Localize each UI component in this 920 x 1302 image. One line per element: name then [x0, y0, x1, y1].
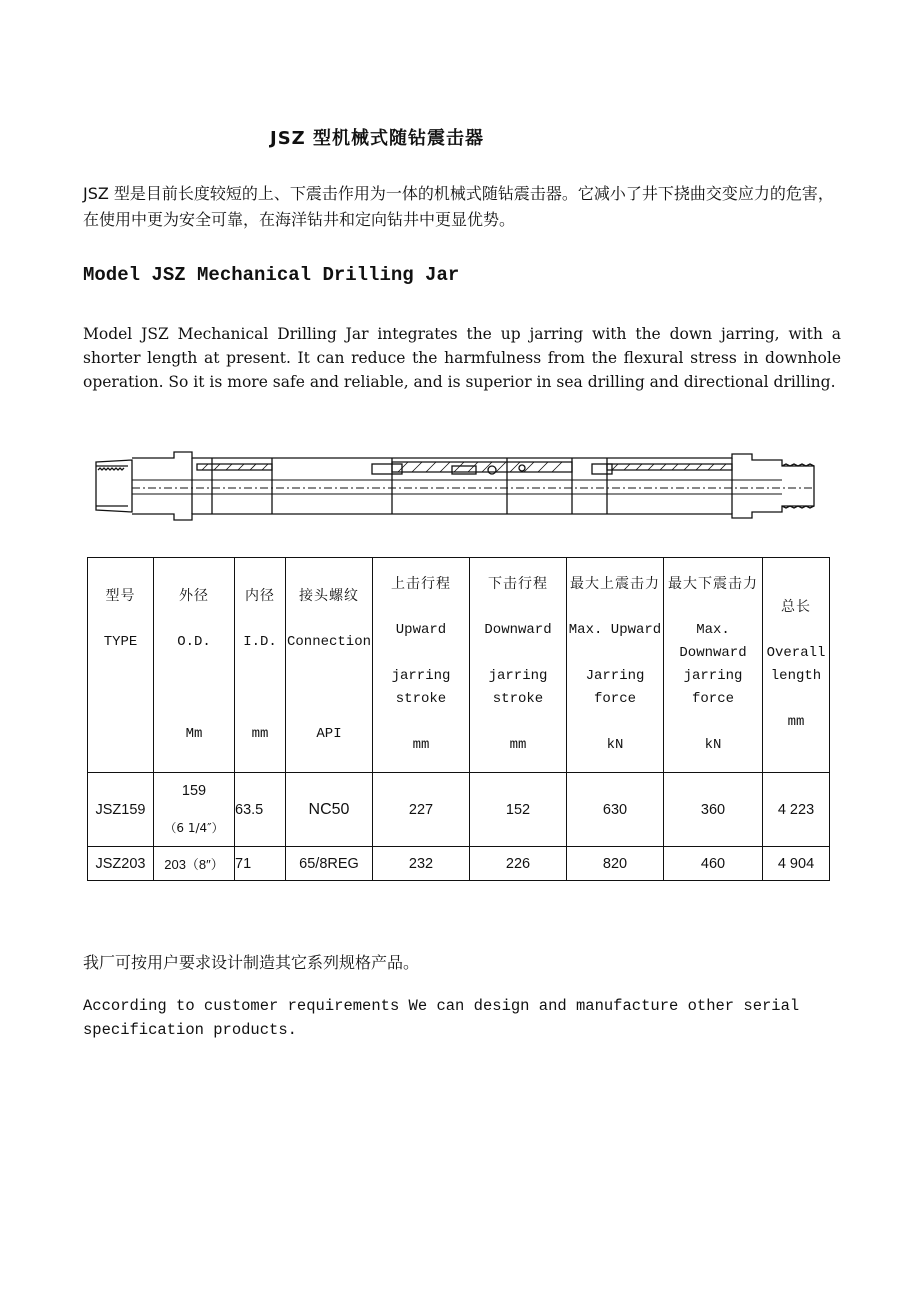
cell-up-force: 630 [567, 773, 664, 847]
cell-down-force: 460 [664, 847, 763, 881]
header-row [88, 558, 830, 773]
english-heading: Model JSZ Mechanical Drilling Jar [83, 264, 460, 286]
cell-od: 159 （6 1/4″） [154, 773, 235, 847]
english-description: Model JSZ Mechanical Drilling Jar integrates the up jarring with the down jarring, with a shorter length at present. It can reduce the harmfulness from the flexural stress in downhole operation. So it is more safe and reliable, and is superior in sea drilling and directional drilling. [83, 325, 841, 391]
cell-down-force: 360 [664, 773, 763, 847]
spec-table [87, 557, 830, 881]
cell-length: 4 223 [763, 773, 830, 847]
chinese-description: JSZ 型是目前长度较短的上、下震击作用为一体的机械式随钻震击器。它减小了井下挠曲交变应力的危害，在使用中更为安全可靠，在海洋钻井和定向钻井中更显优势。 [83, 184, 834, 229]
cell-od: 203（8″） [154, 847, 235, 881]
cell-type: JSZ159 [88, 773, 154, 847]
drilling-jar-drawing [92, 448, 824, 524]
custom-design-note-cn: 我厂可按用户要求设计制造其它系列规格产品。 [83, 953, 420, 972]
cell-connection: NC50 [286, 773, 373, 847]
page-title: JSZ 型机械式随钻震击器 [270, 128, 484, 149]
cell-id: 63.5 [235, 773, 286, 847]
cell-down-stroke: 226 [470, 847, 567, 881]
table-row [88, 847, 830, 881]
header-down-stroke: 下击行程 Downward jarring stroke mm [470, 558, 567, 773]
header-length: 总长 Overall length mm [763, 558, 830, 773]
custom-design-note-en: According to customer requirements We can design and manufacture other serial specification products. [83, 997, 800, 1039]
header-connection: 接头螺纹 Connection API [286, 558, 373, 773]
cell-id: 71 [235, 847, 286, 881]
table-row [88, 773, 830, 847]
header-down-force: 最大下震击力 Max. Downward jarring force kN [664, 558, 763, 773]
cell-up-force: 820 [567, 847, 664, 881]
cell-up-stroke: 227 [373, 773, 470, 847]
cell-up-stroke: 232 [373, 847, 470, 881]
cell-type: JSZ203 [88, 847, 154, 881]
cell-connection: 65/8REG [286, 847, 373, 881]
header-od: 外径 O.D. Mm [154, 558, 235, 773]
cell-length: 4 904 [763, 847, 830, 881]
header-type: 型号 TYPE [88, 558, 154, 773]
header-up-force: 最大上震击力 Max. Upward Jarring force kN [567, 558, 664, 773]
header-up-stroke: 上击行程 Upward jarring stroke mm [373, 558, 470, 773]
header-id: 内径 I.D. mm [235, 558, 286, 773]
cell-down-stroke: 152 [470, 773, 567, 847]
